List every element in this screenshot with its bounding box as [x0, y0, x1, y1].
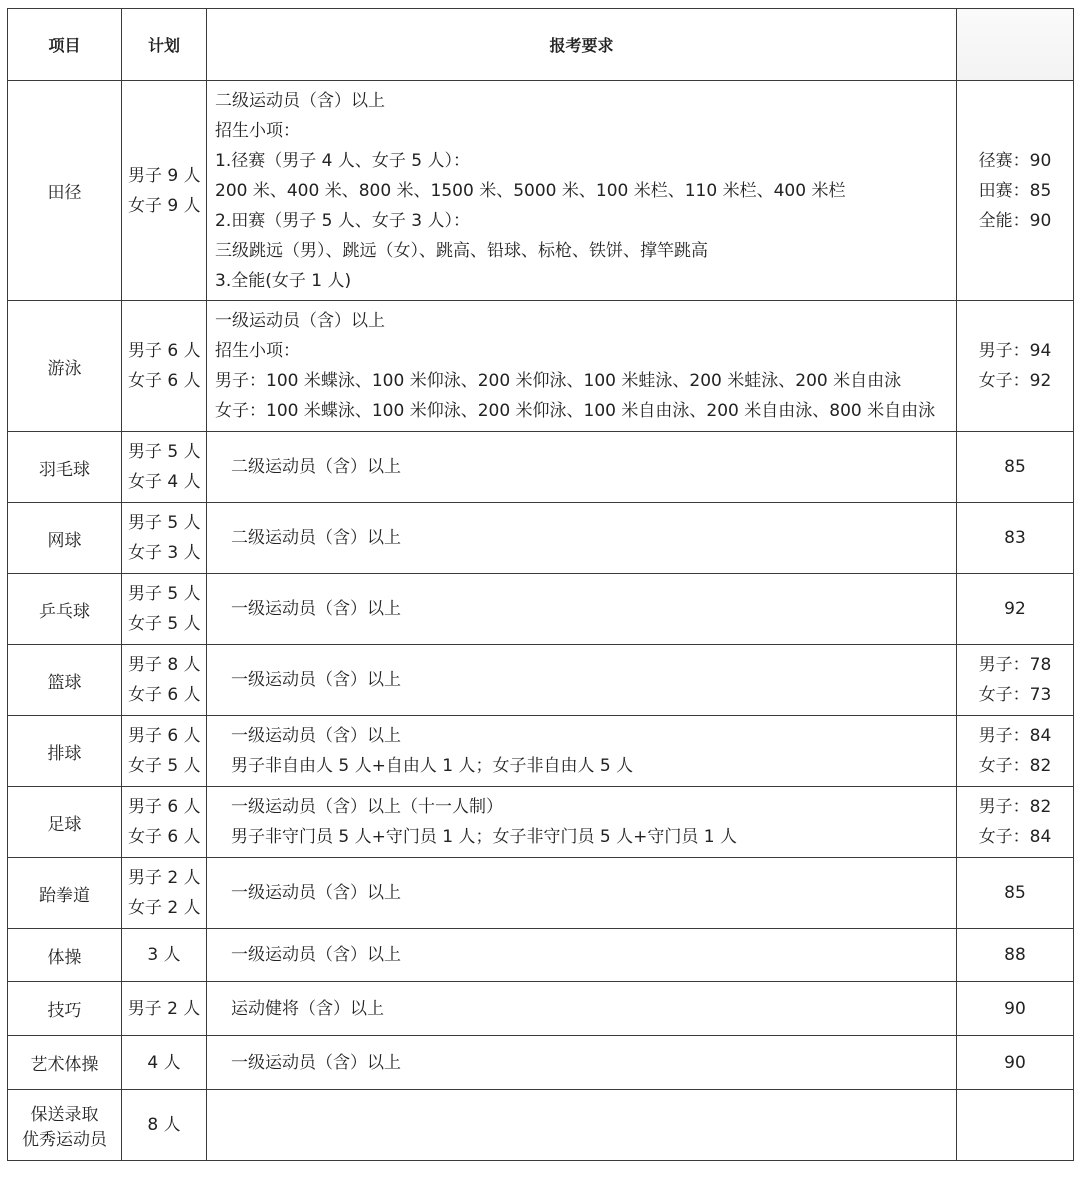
plan-quota-line: 男子 5 人 — [128, 584, 201, 604]
requirement-cell — [207, 645, 957, 716]
score-cell — [957, 1090, 1074, 1161]
score-cell-line: 男子：94 — [978, 341, 1052, 361]
plan-quota — [122, 503, 207, 574]
score-cell-line: 男子：82 — [978, 797, 1052, 817]
table-row — [8, 81, 1074, 301]
sport-name — [8, 574, 122, 645]
plan-quota — [122, 81, 207, 301]
score-cell — [957, 858, 1074, 929]
score-cell-line: 男子：78 — [978, 655, 1052, 675]
plan-quota-line: 男子 8 人 — [128, 655, 201, 675]
plan-quota — [122, 929, 207, 982]
requirement-cell — [207, 574, 957, 645]
score-cell — [957, 787, 1074, 858]
plan-quota — [122, 787, 207, 858]
sport-name — [8, 1036, 122, 1090]
sport-name — [8, 432, 122, 503]
table-row — [8, 432, 1074, 503]
plan-quota-line: 女子 6 人 — [128, 827, 201, 847]
plan-quota-line: 男子 6 人 — [128, 341, 201, 361]
requirement-cell — [207, 716, 957, 787]
plan-quota-line: 男子 6 人 — [128, 726, 201, 746]
sport-name — [8, 301, 122, 432]
plan-quota-line: 男子 6 人 — [128, 797, 201, 817]
sport-name-line: 技巧 — [47, 1001, 82, 1021]
requirement-cell-line: 男子非守门员 5 人+守门员 1 人；女子非守门员 5 人+守门员 1 人 — [231, 827, 737, 847]
sport-name-line: 保送录取 — [30, 1105, 99, 1125]
score-cell-line: 88 — [1004, 945, 1026, 965]
plan-quota — [122, 982, 207, 1036]
requirement-cell-line: 男子非自由人 5 人+自由人 1 人；女子非自由人 5 人 — [231, 756, 634, 776]
requirement-cell — [207, 1036, 957, 1090]
requirement-cell-line: 一级运动员（含）以上 — [231, 670, 401, 690]
plan-quota-line: 男子 5 人 — [128, 513, 201, 533]
score-cell-line: 女子：82 — [978, 756, 1052, 776]
sport-name-line: 体操 — [47, 947, 82, 968]
score-cell — [957, 81, 1074, 301]
requirement-cell — [207, 858, 957, 929]
table-row — [8, 574, 1074, 645]
score-cell-line: 女子：84 — [978, 827, 1052, 847]
sport-name — [8, 858, 122, 929]
header-requirement: 报考要求 — [207, 9, 957, 81]
score-cell — [957, 982, 1074, 1036]
sport-name — [8, 982, 122, 1036]
requirement-cell-line: 一级运动员（含）以上 — [231, 726, 401, 746]
requirement-cell-line: 200 米、400 米、800 米、1500 米、5000 米、100 米栏、110 米栏、400 米栏 — [215, 180, 846, 201]
plan-quota-line: 3 人 — [147, 945, 181, 965]
sport-name — [8, 716, 122, 787]
score-cell-line: 女子：92 — [978, 371, 1052, 391]
plan-quota-line: 8 人 — [147, 1115, 181, 1135]
table-row — [8, 716, 1074, 787]
score-cell — [957, 432, 1074, 503]
sport-name-line: 网球 — [47, 530, 82, 551]
requirement-cell-line: 3.全能(女子 1 人) — [215, 270, 352, 291]
requirement-cell-line: 女子：100 米蝶泳、100 米仰泳、200 米仰泳、100 米自由泳、200 米自由泳、800 米自由泳 — [215, 401, 936, 421]
score-cell-line: 径赛：90 — [978, 150, 1052, 171]
requirement-cell — [207, 503, 957, 574]
requirement-cell — [207, 432, 957, 503]
plan-quota — [122, 1036, 207, 1090]
score-cell — [957, 301, 1074, 432]
score-cell — [957, 503, 1074, 574]
plan-quota — [122, 301, 207, 432]
plan-quota — [122, 1090, 207, 1161]
sport-name-line: 田径 — [47, 183, 82, 203]
requirement-cell-line: 一级运动员（含）以上 — [215, 311, 385, 331]
sport-name — [8, 929, 122, 982]
requirement-cell — [207, 982, 957, 1036]
plan-quota-line: 女子 9 人 — [128, 195, 201, 216]
score-cell — [957, 645, 1074, 716]
sport-name-line: 艺术体操 — [30, 1055, 99, 1075]
enrollment-table — [7, 8, 1074, 1161]
sport-name-line: 乒乓球 — [39, 601, 90, 622]
score-cell-line: 83 — [1004, 528, 1026, 548]
requirement-cell-line: 招生小项： — [215, 120, 300, 141]
score-cell-line: 90 — [1004, 998, 1026, 1019]
sport-name-line: 优秀运动员 — [22, 1130, 107, 1150]
plan-quota-line: 男子 2 人 — [127, 998, 201, 1019]
table-row — [8, 1090, 1074, 1161]
plan-quota — [122, 574, 207, 645]
sport-name-line: 足球 — [47, 814, 82, 835]
sport-name — [8, 787, 122, 858]
sport-name-line: 跆拳道 — [39, 885, 90, 906]
plan-quota-line: 女子 6 人 — [128, 685, 201, 705]
score-cell — [957, 929, 1074, 982]
table-row — [8, 982, 1074, 1036]
sport-name-line: 羽毛球 — [39, 459, 90, 480]
plan-quota — [122, 645, 207, 716]
score-cell-line: 男子：84 — [978, 726, 1052, 746]
score-cell — [957, 574, 1074, 645]
sport-name — [8, 81, 122, 301]
plan-quota-line: 女子 4 人 — [128, 472, 201, 492]
plan-quota-line: 女子 5 人 — [128, 614, 201, 634]
plan-quota — [122, 432, 207, 503]
requirement-cell-line: 一级运动员（含）以上 — [231, 599, 401, 619]
requirement-cell-line: 男子：100 米蝶泳、100 米仰泳、200 米仰泳、100 米蛙泳、200 米蛙泳、200 米自由泳 — [215, 371, 902, 391]
table-row — [8, 645, 1074, 716]
score-cell-line: 85 — [1004, 883, 1026, 903]
requirement-cell-line: 一级运动员（含）以上 — [231, 945, 401, 965]
requirement-cell-line: 三级跳远（男）、跳远（女）、跳高、铅球、标枪、铁饼、撑竿跳高 — [215, 240, 708, 261]
sport-name-line: 篮球 — [47, 672, 82, 693]
plan-quota — [122, 858, 207, 929]
sport-name — [8, 1090, 122, 1161]
header-row — [8, 9, 1074, 81]
plan-quota-line: 女子 2 人 — [128, 898, 201, 918]
requirement-cell-line: 一级运动员（含）以上 — [231, 1052, 401, 1073]
requirement-cell-line: 2.田赛（男子 5 人、女子 3 人）： — [215, 210, 470, 231]
plan-quota-line: 女子 3 人 — [128, 543, 201, 563]
table-row — [8, 929, 1074, 982]
requirement-cell-line: 二级运动员（含）以上 — [231, 457, 401, 477]
requirement-cell — [207, 929, 957, 982]
requirement-cell-line: 运动健将（含）以上 — [231, 998, 384, 1019]
header-plan: 计划 — [122, 9, 207, 81]
score-cell — [957, 1036, 1074, 1090]
requirement-cell — [207, 81, 957, 301]
table-row — [8, 503, 1074, 574]
score-cell-line: 全能：90 — [978, 210, 1052, 231]
requirement-cell — [207, 301, 957, 432]
table-row — [8, 301, 1074, 432]
score-cell-line: 女子：73 — [978, 685, 1052, 705]
plan-quota-line: 女子 5 人 — [128, 756, 201, 776]
plan-quota — [122, 716, 207, 787]
table-body — [8, 81, 1074, 1161]
score-cell-line: 90 — [1004, 1052, 1026, 1073]
requirement-cell — [207, 1090, 957, 1161]
plan-quota-line: 4 人 — [147, 1052, 181, 1073]
plan-quota-line: 男子 9 人 — [128, 165, 201, 186]
score-cell-line: 92 — [1004, 599, 1026, 619]
score-cell — [957, 716, 1074, 787]
table-row — [8, 787, 1074, 858]
sport-name-line: 游泳 — [47, 358, 82, 379]
requirement-cell-line: 二级运动员（含）以上 — [231, 528, 401, 548]
plan-quota-line: 男子 5 人 — [128, 442, 201, 462]
requirement-cell-line: 二级运动员（含）以上 — [215, 90, 385, 111]
requirement-cell-line: 一级运动员（含）以上 — [231, 883, 401, 903]
requirement-cell-line: 一级运动员（含）以上（十一人制） — [231, 797, 503, 817]
requirement-cell-line: 招生小项： — [215, 341, 300, 361]
score-cell-line: 85 — [1004, 457, 1026, 477]
sport-name-line: 排球 — [47, 743, 82, 764]
sport-name — [8, 645, 122, 716]
score-cell-line: 田赛：85 — [978, 180, 1052, 201]
sport-name — [8, 503, 122, 574]
header-item: 项目 — [8, 9, 122, 81]
table-row — [8, 1036, 1074, 1090]
header-score — [957, 9, 1074, 81]
requirement-cell-line: 1.径赛（男子 4 人、女子 5 人）： — [215, 150, 470, 171]
requirement-cell — [207, 787, 957, 858]
table-row — [8, 858, 1074, 929]
plan-quota-line: 男子 2 人 — [128, 868, 201, 888]
plan-quota-line: 女子 6 人 — [128, 371, 201, 391]
